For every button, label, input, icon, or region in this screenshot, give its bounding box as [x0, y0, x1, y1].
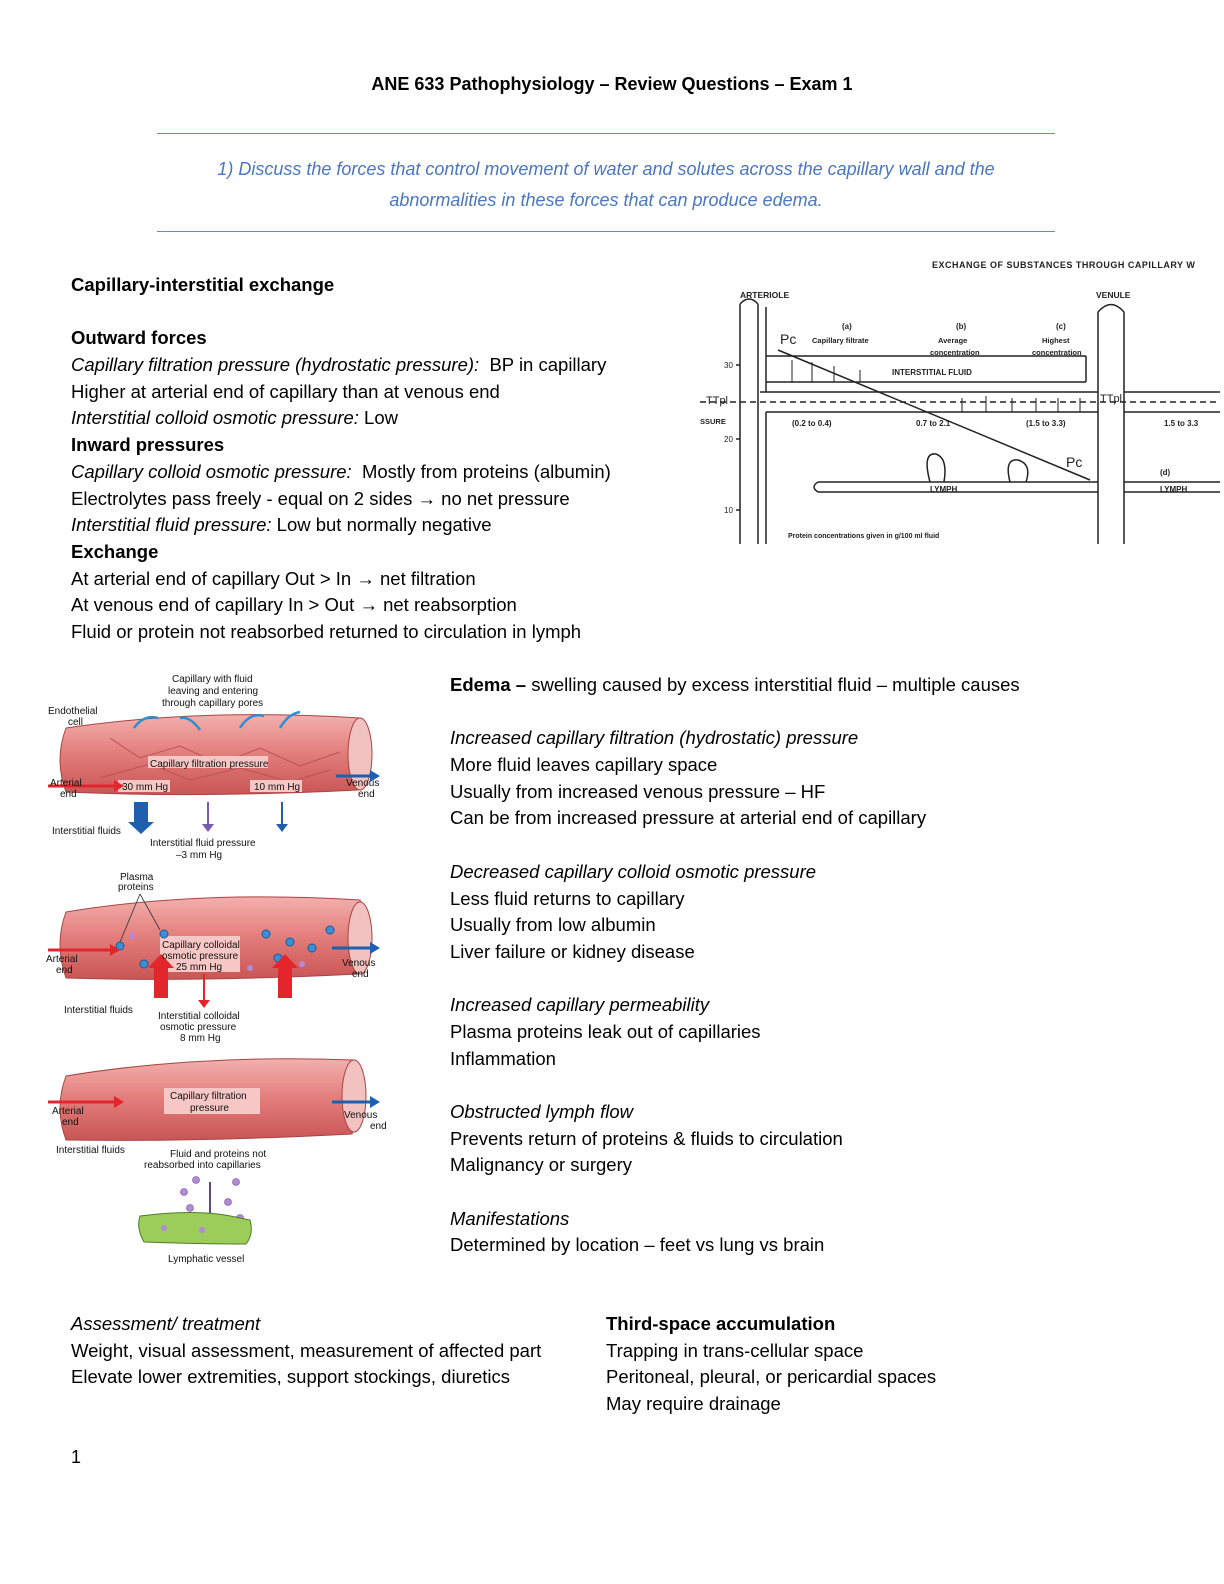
- pi-right: TTpl: [1100, 393, 1122, 405]
- capillary-forces-illustration: [40, 668, 412, 1268]
- panel-osmotic: [46, 872, 380, 1044]
- exchange-line-3: Fluid or protein not reabsorbed returned to circulation in lymph: [71, 620, 582, 642]
- pc-label-top: Pc: [780, 331, 797, 347]
- page-number: 1: [71, 1447, 82, 1467]
- interstitial-fluids-1: Interstitial fluids: [52, 826, 121, 837]
- edema-heading-line: [450, 672, 1020, 699]
- inward-1-text: Mostly from proteins (albumin): [351, 460, 611, 482]
- cause-4-line-1: Prevents return of proteins & fluids to circulation: [450, 1127, 843, 1149]
- third-space-line-2: Peritoneal, pleural, or pericardial spaces: [606, 1366, 937, 1388]
- diagram-title: EXCHANGE OF SUBSTANCES THROUGH CAPILLARY W: [932, 260, 1196, 270]
- inward-heading: Inward pressures: [71, 434, 225, 456]
- ifp-label-1: Interstitial fluid pressure: [150, 838, 256, 849]
- cause-4-title: Obstructed lymph flow: [450, 1101, 634, 1122]
- page-title: ANE 633 Pathophysiology – Review Questions – Exam 1: [371, 74, 853, 94]
- plasma-label-1: Plasma: [120, 872, 154, 883]
- assessment-title: Assessment/ treatment: [71, 1313, 261, 1334]
- question-rule-bottom: [157, 231, 1055, 232]
- endothelial-label-1: Endothelial: [48, 706, 98, 717]
- inward-3-text: Low but normally negative: [271, 514, 492, 536]
- arteriole-label: ARTERIOLE: [740, 290, 790, 300]
- outward-line-1: [71, 352, 611, 379]
- col-a-label: Capillary filtrate: [812, 336, 869, 345]
- venous-end-1: end: [358, 789, 375, 800]
- venous-end-3: end: [370, 1121, 387, 1132]
- manifestations-line-1: Determined by location – feet vs lung vs brain: [450, 1234, 825, 1256]
- diagram-footnote: Protein concentrations given in g/100 ml fluid: [788, 533, 940, 540]
- question-rule-top: [157, 133, 1055, 134]
- tick-10: 10: [724, 506, 733, 515]
- cause-3-line-1: Plasma proteins leak out of capillaries: [450, 1020, 761, 1042]
- venous-end-2: end: [352, 969, 369, 980]
- manifestations-title: Manifestations: [450, 1207, 570, 1229]
- icop-label-1: Interstitial colloidal: [158, 1011, 240, 1022]
- cause-2-title: Decreased capillary colloid osmotic pressure: [450, 860, 817, 882]
- ifp-label-2: –3 mm Hg: [176, 850, 223, 861]
- panel-hydrostatic: [48, 674, 380, 861]
- arterial-end-3: end: [62, 1117, 79, 1128]
- assessment-line-1: Weight, visual assessment, measurement of affected part: [71, 1339, 542, 1361]
- cause-2-line-3: Liver failure or kidney disease: [450, 940, 695, 962]
- outward-3-label: Interstitial colloid osmotic pressure:: [71, 407, 359, 429]
- cause-3-title: Increased capillary permeability: [450, 994, 710, 1016]
- pi-left: TTpl: [706, 395, 728, 407]
- col-b: (b): [956, 322, 967, 331]
- icop-label-3: 8 mm Hg: [180, 1033, 221, 1044]
- col-b-label-2: concentration: [930, 348, 980, 357]
- third-space-line-3: May require drainage: [606, 1393, 781, 1415]
- inward-3-label: Interstitial fluid pressure:: [71, 514, 272, 536]
- capillary-exchange-diagram: [700, 252, 1220, 547]
- edema-section: [450, 672, 1020, 1259]
- panel-lymph: [48, 1059, 387, 1265]
- outward-1-label: Capillary filtration pressure (hydrostatic pressure):: [71, 354, 480, 376]
- cop-label-3: 25 mm Hg: [176, 962, 223, 973]
- endothelial-label-2: cell: [68, 717, 84, 728]
- cause-1-line-3: Can be from increased pressure at arterial end of capillary: [450, 807, 927, 829]
- notreab-label-2: reabsorbed into capillaries: [144, 1160, 261, 1171]
- assessment-section: [71, 1311, 541, 1391]
- top-caption-1: Capillary with fluid: [172, 674, 253, 685]
- arterial-label-2: Arterial: [46, 954, 78, 965]
- interstitial-fluids-2: Interstitial fluids: [64, 1005, 133, 1016]
- cause-2-line-1: Less fluid returns to capillary: [450, 887, 685, 909]
- col-b-label-1: Average: [938, 336, 968, 345]
- cause-3-line-2: Inflammation: [450, 1047, 556, 1069]
- cause-4-line-2: Malignancy or surgery: [450, 1154, 632, 1176]
- inward-line-2: Electrolytes pass freely - equal on 2 sides → no net pressure: [71, 487, 570, 509]
- outward-1-text: BP in capillary: [479, 354, 607, 376]
- icop-label-2: osmotic pressure: [160, 1022, 237, 1033]
- question-line-2: abnormalities in these forces that can produce edema.: [389, 190, 823, 210]
- arterial-label-3: Arterial: [52, 1106, 84, 1117]
- top-caption-3: through capillary pores: [162, 698, 264, 709]
- exchange-subheading: Exchange: [71, 540, 159, 562]
- lymph-vessel-label: Lymphatic vessel: [168, 1254, 245, 1265]
- venous-label-1: Venous: [346, 778, 380, 789]
- capillary-vessel-1: [60, 715, 366, 795]
- exchange-heading: Capillary-interstitial exchange: [71, 274, 335, 295]
- range-3: (1.5 to 3.3): [1026, 419, 1066, 428]
- notreab-label-1: Fluid and proteins not: [170, 1149, 267, 1160]
- filtration-label-1: Capillary filtration pressure: [150, 759, 269, 770]
- inward-1-label: Capillary colloid osmotic pressure:: [71, 460, 352, 482]
- col-c-label-2: concentration: [1032, 348, 1082, 357]
- tick-20: 20: [724, 435, 733, 444]
- third-space-title: Third-space accumulation: [606, 1313, 836, 1334]
- outward-heading: Outward forces: [71, 327, 207, 349]
- inward-line-1: [71, 459, 611, 486]
- top-caption-2: leaving and entering: [168, 686, 259, 697]
- exchange-line-2: At venous end of capillary In > Out → net reabsorption: [71, 594, 517, 616]
- exchange-section: [71, 272, 611, 646]
- outward-line-3: [71, 405, 611, 432]
- edema-heading-text: swelling caused by excess interstitial fluid – multiple causes: [526, 674, 1020, 695]
- third-space-section: [606, 1311, 936, 1418]
- cause-1-title: Increased capillary filtration (hydrostatic) pressure: [450, 727, 859, 749]
- range-1: (0.2 to 0.4): [792, 419, 832, 428]
- range-4: 1.5 to 3.3: [1164, 419, 1199, 428]
- arterial-label-1: Arterial: [50, 778, 82, 789]
- col-d: (d): [1160, 468, 1171, 477]
- cop-label-1: Capillary colloidal: [162, 940, 240, 951]
- venous-label-2: Venous: [342, 958, 376, 969]
- cause-1-line-2: Usually from increased venous pressure – HF: [450, 780, 826, 802]
- pc-label-bottom: Pc: [1066, 454, 1083, 470]
- lymph-label-1: LYMPH: [930, 485, 958, 494]
- venule-label: VENULE: [1096, 290, 1131, 300]
- arterial-end-1: end: [60, 789, 77, 800]
- question-line-1: 1) Discuss the forces that control movement of water and solutes across the capillary wall and the: [217, 159, 995, 179]
- pressure-label: SSURE: [700, 417, 726, 426]
- edema-heading: Edema –: [450, 674, 527, 695]
- pressure-10: 10 mm Hg: [254, 782, 301, 793]
- col-c-label-1: Highest: [1042, 336, 1070, 345]
- venous-label-3: Venous: [344, 1110, 378, 1121]
- cop-label-2: osmotic pressure: [162, 951, 239, 962]
- lymphatic-vessel-shape: [139, 1212, 252, 1244]
- third-space-line-1: Trapping in trans-cellular space: [606, 1339, 864, 1361]
- plasma-label-2: proteins: [118, 882, 154, 893]
- tick-30: 30: [724, 361, 733, 370]
- pressure-30: 30 mm Hg: [122, 782, 169, 793]
- inward-line-3: [71, 512, 611, 539]
- cause-1-line-1: More fluid leaves capillary space: [450, 754, 718, 776]
- outward-line-2: Higher at arterial end of capillary than at venous end: [71, 380, 500, 402]
- lymph-label-2: LYMPH: [1160, 485, 1188, 494]
- assessment-line-2: Elevate lower extremities, support stockings, diuretics: [71, 1366, 511, 1388]
- arterial-end-2: end: [56, 965, 73, 976]
- cause-2-line-2: Usually from low albumin: [450, 914, 656, 936]
- cfp-label-1: Capillary filtration: [170, 1091, 247, 1102]
- question-text: [157, 154, 1055, 216]
- outward-3-text: Low: [358, 407, 398, 429]
- col-a: (a): [842, 322, 852, 331]
- exchange-line-1: At arterial end of capillary Out > In → net filtration: [71, 567, 476, 589]
- cfp-label-2: pressure: [190, 1103, 229, 1114]
- interstitial-fluids-3: Interstitial fluids: [56, 1145, 125, 1156]
- range-2: 0.7 to 2.1: [916, 419, 951, 428]
- interstitial-fluid-label: INTERSTITIAL FLUID: [892, 368, 972, 377]
- col-c: (c): [1056, 322, 1066, 331]
